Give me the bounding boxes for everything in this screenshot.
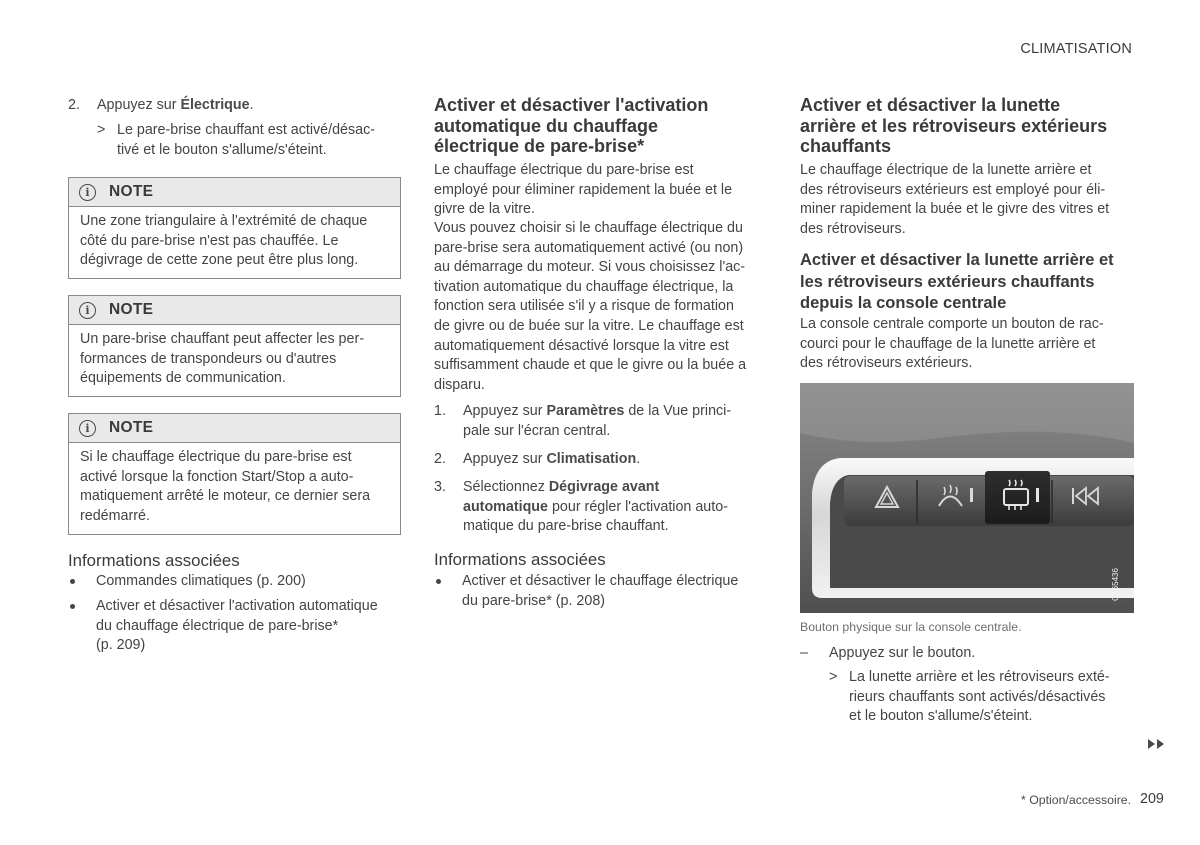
related-link[interactable]	[434, 572, 774, 611]
step-2	[434, 450, 774, 470]
related-link-text[interactable]: Activer et désactiver l'activation automatique du chauffage électrique de pare-brise* (p. 209)	[96, 598, 378, 654]
section-header: CLIMATISATION	[1020, 41, 1132, 57]
step-result	[97, 121, 407, 160]
intro-paragraph: Le chauffage électrique du pare-brise est employé pour éliminer rapidement la buée et le givre de la vitre.	[434, 162, 733, 218]
action-result	[829, 668, 1139, 727]
note-body: Un pare-brise chauffant peut affecter les per- formances de transpondeurs ou d'autres équipements de communication.	[80, 331, 364, 387]
related-link[interactable]	[68, 572, 408, 592]
console-button-photo	[800, 383, 1134, 613]
note-box-3	[68, 413, 401, 535]
rear-defrost-button	[985, 471, 1050, 524]
intro-paragraph: Le chauffage électrique de la lunette arrière et des rétroviseurs extérieurs est employé pour éli- miner rapidement la buée et le givre des vitres et des rétroviseurs.	[800, 162, 1110, 237]
description-paragraph: Vous pouvez choisir si le chauffage électrique du pare-brise sera automatiquement activé (ou non) au démarrage du moteur. Si vous choisissez l'ac- tivation automatique du chauffage électrique, la fonction sera utilisée s'il y a risque de formation de givre ou de buée sur la vitre. Le chauffage est automatiquement désactivé lorsque la vitre est suffisamment chaude et que le givre ou la buée a disparu.	[434, 220, 747, 393]
related-info-heading: Informations associées	[68, 551, 240, 570]
related-link-text[interactable]: Activer et désactiver le chauffage électrique du pare-brise* (p. 208)	[462, 573, 739, 609]
step-2	[68, 96, 408, 116]
image-reference-code: G065436	[1111, 568, 1120, 601]
image-caption: Bouton physique sur la console centrale.	[800, 620, 1022, 634]
result-marker: >	[829, 669, 838, 685]
note-box-1	[68, 177, 401, 279]
related-info-heading: Informations associées	[434, 550, 606, 569]
action-marker: –	[800, 645, 808, 661]
action-text: Appuyez sur le bouton.	[829, 645, 976, 661]
step-number: 1.	[434, 403, 446, 419]
bullet-dot	[68, 597, 96, 656]
step-3	[434, 478, 774, 537]
subsection-heading: Activer et désactiver la lunette arrière et les rétroviseurs extérieurs chauffants depuis la console centrale	[800, 251, 1114, 312]
result-text: Le pare-brise chauffant est activé/désac- tivé et le bouton s'allume/s'éteint.	[117, 122, 376, 158]
section-heading: Activer et désactiver la lunette arrière et les rétroviseurs extérieurs chauffants	[800, 95, 1108, 156]
step-number: 2.	[434, 451, 446, 467]
subsection-paragraph: La console centrale comporte un bouton de rac- courci pour le chauffage de la lunette arrière et des rétroviseurs extérieurs.	[800, 316, 1104, 372]
step-number: 2.	[68, 97, 80, 113]
info-icon: i	[79, 420, 96, 437]
note-header	[69, 178, 400, 207]
note-body: Si le chauffage électrique du pare-brise est activé lorsque la fonction Start/Stop a auto- matiquement arrêté le moteur, ce dernier sera redémarré.	[80, 449, 371, 524]
step-number: 3.	[434, 479, 446, 495]
note-header	[69, 296, 400, 325]
option-footnote: * Option/accessoire.	[1021, 793, 1132, 807]
note-header	[69, 414, 400, 443]
related-link-text[interactable]: Commandes climatiques (p. 200)	[96, 573, 306, 589]
step-text: Sélectionnez Dégivrage avant automatique pour régler l'activation auto- matique du pare-brise chauffant.	[463, 479, 728, 535]
note-title: NOTE	[109, 301, 154, 318]
step-text: Appuyez sur Électrique.	[97, 97, 254, 113]
section-heading: Activer et désactiver l'activation automatique du chauffage électrique de pare-brise*	[434, 95, 709, 156]
result-text: La lunette arrière et les rétroviseurs exté- rieurs chauffants sont activés/désactivés et le bouton s'allume/s'éteint.	[849, 669, 1110, 725]
note-title: NOTE	[109, 419, 154, 436]
page-number: 209	[1140, 791, 1164, 807]
bullet-dot	[68, 572, 96, 592]
info-icon: i	[79, 302, 96, 319]
double-right-triangle-icon	[1148, 737, 1168, 749]
step-text: Appuyez sur Paramètres de la Vue princi- pale sur l'écran central.	[463, 403, 732, 439]
console-illustration	[800, 383, 1134, 613]
step-text: Appuyez sur Climatisation.	[463, 451, 641, 467]
bullet-dot	[434, 572, 462, 611]
note-body: Une zone triangulaire à l'extrémité de chaque côté du pare-brise n'est pas chauffée. Le dégivrage de cette zone peut être plus long.	[80, 213, 368, 269]
action-step	[800, 644, 1140, 664]
result-marker: >	[97, 122, 106, 138]
note-box-2	[68, 295, 401, 397]
note-title: NOTE	[109, 183, 154, 200]
step-1	[434, 402, 774, 441]
related-link[interactable]	[68, 597, 408, 656]
info-icon: i	[79, 184, 96, 201]
